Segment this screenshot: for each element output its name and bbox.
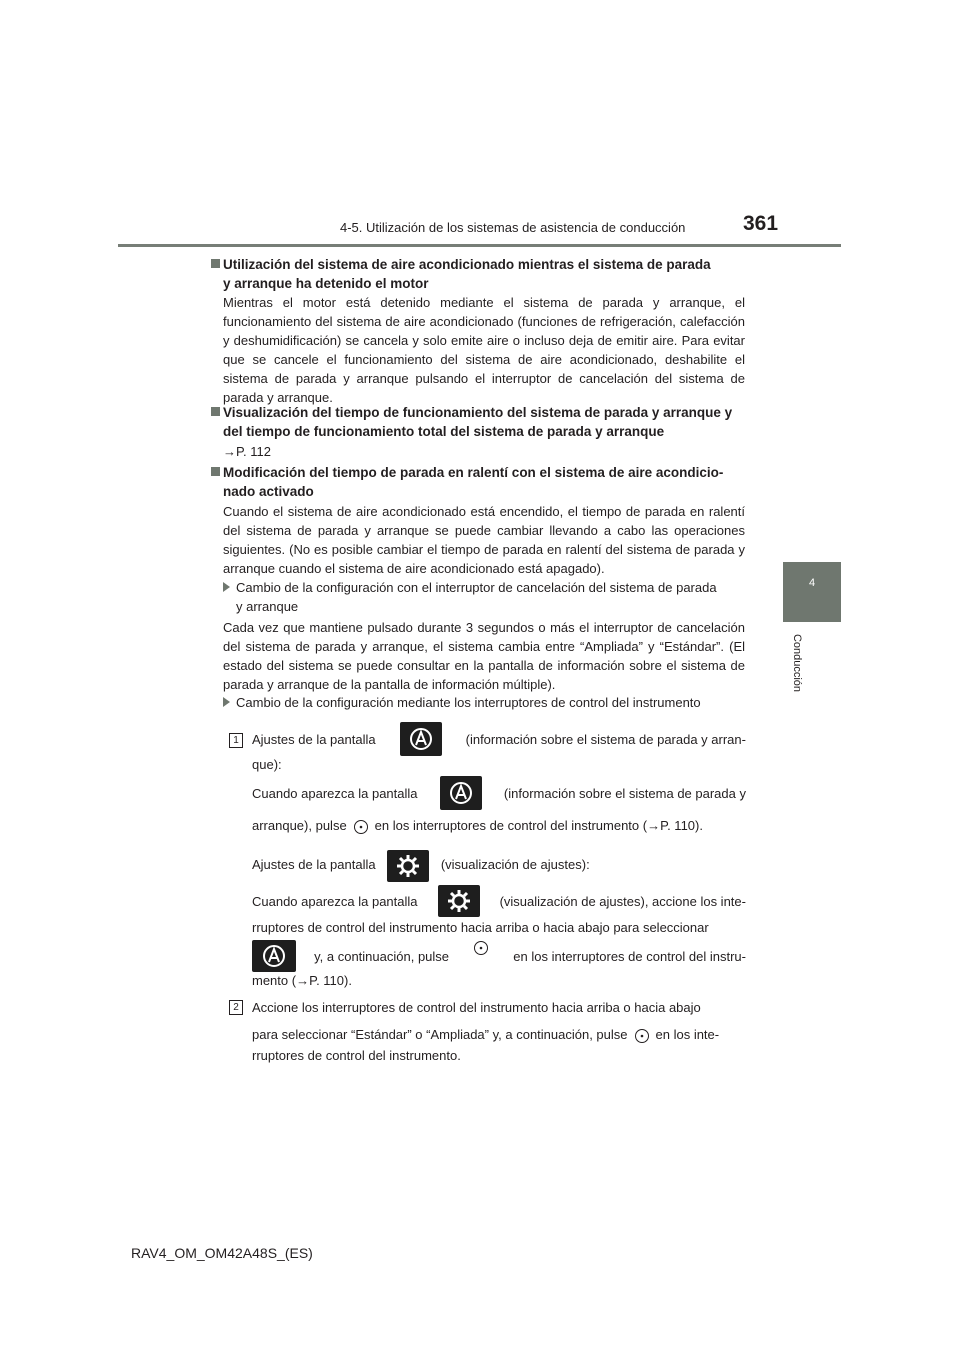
step-number: 2: [229, 1000, 243, 1015]
step-line: que):: [252, 757, 282, 772]
step-line: Accione los interruptores de control del instrumento hacia arriba o hacia abajo: [252, 1000, 701, 1015]
bullet-triangle-icon: [223, 697, 230, 707]
step-line: Cuando aparezca la pantalla (visualización de ajustes), accione los inte-: [252, 885, 746, 919]
page-reference: →P. 112: [223, 444, 271, 459]
ok-button-icon: [634, 1028, 650, 1044]
chapter-label: Conducción: [791, 633, 803, 693]
step-line: arranque), pulse en los interruptores de control del instrumento (→P. 110).: [252, 818, 703, 833]
stop-start-a-icon: [440, 776, 482, 810]
step-line: Cuando aparezca la pantalla (información sobre el sistema de parada y: [252, 776, 746, 812]
stop-start-a-icon: [400, 722, 442, 756]
bullet-item: Cambio de la configuración con el interruptor de cancelación del sistema de parada y arranque: [223, 578, 745, 616]
heading-square-icon: [211, 407, 220, 416]
step-line: rruptores de control del instrumento.: [252, 1048, 461, 1063]
stop-start-a-icon: [252, 940, 296, 972]
section-body: Cuando el sistema de aire acondicionado está encendido, el tiempo de parada en ralentí del sistema de parada y arranque se puede cambiar llevando a cabo las operaciones siguientes. (No es posible cambiar el tiempo de parada en ralentí del sistema de parada y arranque cuando el sistema de aire acondicionado está apagado).: [223, 504, 745, 576]
section-heading: Modificación del tiempo de parada en ralentí con el sistema de aire acondicio- nado activado: [211, 463, 746, 501]
settings-gear-icon: [387, 850, 429, 882]
step-line: mento (→P. 110).: [252, 973, 352, 988]
document-id: RAV4_OM_OM42A48S_(ES): [131, 1245, 313, 1261]
page-number: 361: [743, 212, 779, 235]
section-heading: Utilización del sistema de aire acondicionado mientras el sistema de parada y arranque ha detenido el motor: [211, 255, 746, 293]
settings-gear-icon: [438, 885, 480, 917]
step-line: y, a continuación, pulse en los interruptores de control del instru-: [252, 940, 746, 974]
heading-square-icon: [211, 259, 220, 268]
section-heading: Visualización del tiempo de funcionamiento del sistema de parada y arranque y del tiempo de funcionamiento total del sistema de parada y arranque: [211, 403, 746, 441]
ok-button-icon: [353, 819, 369, 835]
bullet-triangle-icon: [223, 582, 230, 592]
header-title: 4-5. Utilización de los sistemas de asistencia de conducción: [340, 220, 686, 235]
step-line: para seleccionar “Estándar” o “Ampliada” y, a continuación, pulse en los inte-: [252, 1027, 720, 1042]
section-body: Cada vez que mantiene pulsado durante 3 segundos o más el interruptor de cancelación del sistema de parada y arranque, el sistema cambia entre “Ampliada” y “Estándar”. (El estado del sistema se puede consultar en la pantalla de información sobre el sistema de parada y arranque de la pantalla de información múltiple).: [223, 620, 745, 692]
heading-square-icon: [211, 467, 220, 476]
bullet-item: Cambio de la configuración mediante los interruptores de control del instrumento: [223, 693, 745, 712]
step-line: rruptores de control del instrumento hacia arriba o hacia abajo para seleccionar: [252, 920, 709, 935]
chapter-tab: [783, 562, 841, 622]
step-line: Ajustes de la pantalla (información sobre el sistema de parada y arran-: [252, 722, 746, 758]
section-body: Mientras el motor está detenido mediante el sistema de parada y arranque, el funcionamiento del sistema de aire acondicionado (funciones de refrigeración, calefacción y deshumidificación) se cancela y solo emite aire o incluso deja de emitir aire. Para evitar que se cancele el funcionamiento del sistema de aire acondicionado, deshabilite el sistema de parada y arranque pulsando el interruptor de cancelación del sistema de parada y arranque.: [223, 295, 745, 405]
chapter-tab-number: 4: [808, 577, 816, 589]
header-rule: [118, 244, 841, 247]
step-number: 1: [229, 733, 243, 748]
step-line: Ajustes de la pantalla (visualización de ajustes):: [252, 848, 746, 882]
ok-button-icon: [473, 940, 489, 956]
